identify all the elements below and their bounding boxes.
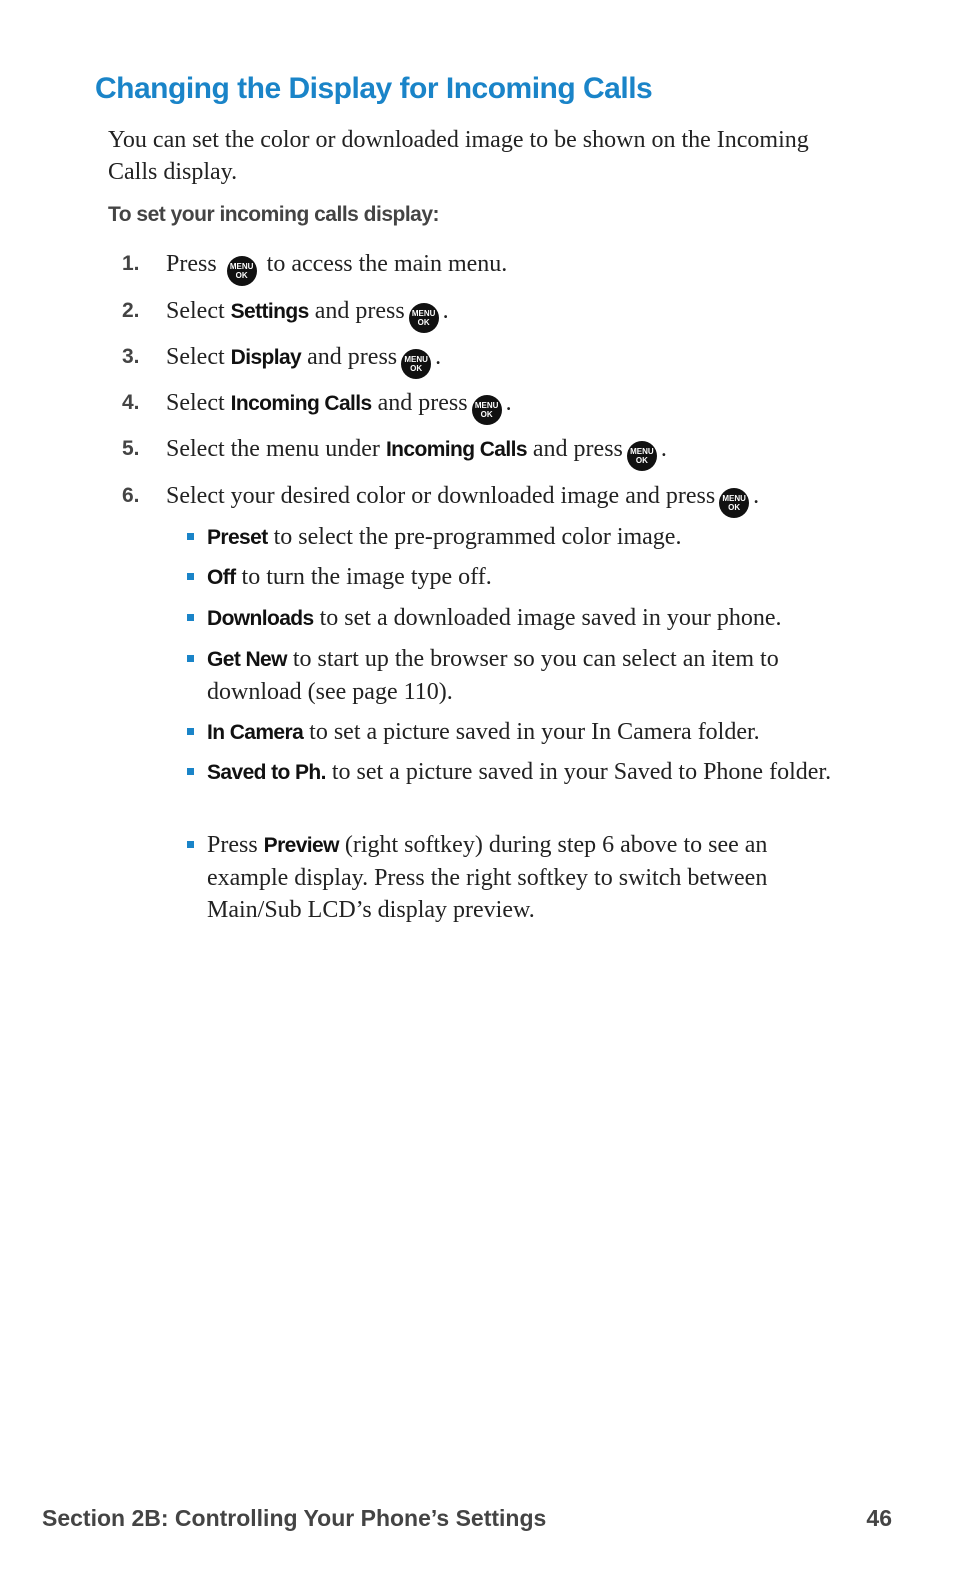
step-3 <box>122 342 442 379</box>
menu-key-top-label: MENU <box>630 447 654 456</box>
menu-key-top-label: MENU <box>474 401 499 410</box>
step-end: . <box>505 390 512 416</box>
menu-key-top-label: MENU <box>229 262 254 271</box>
menu-keyword: Incoming Calls <box>385 438 527 461</box>
option-text: to start up the browser so you can select an item to download (see page 110). <box>207 646 779 705</box>
step-text: and press <box>377 390 468 416</box>
step-end: . <box>660 436 667 462</box>
step-text: and press <box>532 436 623 462</box>
step-text: and press <box>307 344 398 370</box>
option-bullet-preset <box>207 521 852 554</box>
menu-keyword: Settings <box>230 300 309 323</box>
step-text: Select <box>166 344 225 370</box>
step-6 <box>122 481 760 518</box>
step-number: 6. <box>122 484 140 507</box>
step-text: Select your desired color or downloaded image and press <box>166 483 716 509</box>
bullet-square-icon <box>187 768 194 775</box>
step-text: Select <box>166 298 225 324</box>
option-keyword: Saved to Ph. <box>207 761 326 784</box>
step-text: Select the menu under <box>166 436 380 462</box>
option-text: to set a picture saved in your Saved to Phone folder. <box>331 759 832 785</box>
step-4 <box>122 388 512 425</box>
option-text: (right softkey) during step 6 above to see an example display. Press the right softkey to switch between Main/Sub LCD’s display preview. <box>207 832 768 923</box>
step-number: 1. <box>122 252 140 275</box>
step-number: 4. <box>122 391 140 414</box>
step-number: 5. <box>122 437 140 460</box>
option-text: to turn the image type off. <box>241 564 492 590</box>
menu-ok-key-icon <box>401 349 431 379</box>
menu-key-bottom-label: OK <box>235 271 248 280</box>
menu-key-bottom-label: OK <box>635 456 648 465</box>
step-2 <box>122 296 449 333</box>
bullet-square-icon <box>187 573 194 580</box>
option-text: to select the pre-programmed color image. <box>273 524 682 550</box>
option-keyword: Preset <box>207 526 268 549</box>
intro-paragraph: You can set the color or downloaded image to be shown on the Incoming Calls display. <box>108 127 809 185</box>
bullet-square-icon <box>187 841 194 848</box>
menu-ok-key-icon <box>627 441 657 471</box>
option-text: Press <box>207 832 258 858</box>
option-keyword: Downloads <box>207 607 314 630</box>
menu-keyword: Incoming Calls <box>230 392 372 415</box>
page-title: Changing the Display for Incoming Calls <box>95 72 653 105</box>
bullet-square-icon <box>187 614 194 621</box>
menu-key-bottom-label: OK <box>417 318 430 327</box>
menu-keyword: Display <box>230 346 302 369</box>
page-number: 46 <box>866 1505 892 1531</box>
step-number: 2. <box>122 299 140 322</box>
option-text: to set a downloaded image saved in your phone. <box>319 605 782 631</box>
bullet-square-icon <box>187 533 194 540</box>
menu-key-top-label: MENU <box>722 494 746 503</box>
option-keyword: In Camera <box>207 721 304 744</box>
step-1 <box>122 249 508 286</box>
procedure-heading: To set your incoming calls display: <box>108 203 440 226</box>
option-bullet-preview <box>207 829 852 926</box>
step-text: Select <box>166 390 225 416</box>
step-end: . <box>753 483 760 509</box>
step-text: Press <box>166 251 217 277</box>
bullet-square-icon <box>187 728 194 735</box>
menu-key-bottom-label: OK <box>728 503 741 512</box>
option-keyword: Preview <box>263 834 339 857</box>
bullet-square-icon <box>187 655 194 662</box>
step-end: . <box>442 298 449 324</box>
option-text: to set a picture saved in your In Camera folder. <box>309 719 760 745</box>
option-bullet-get-new <box>207 643 852 708</box>
option-bullet-off <box>207 561 852 594</box>
menu-key-bottom-label: OK <box>480 410 493 419</box>
footer-section-title: Section 2B: Controlling Your Phone’s Settings <box>42 1505 547 1531</box>
menu-key-top-label: MENU <box>411 309 436 318</box>
menu-ok-key-icon <box>409 303 439 333</box>
step-5 <box>122 434 667 471</box>
option-keyword: Off <box>207 566 236 589</box>
option-keyword: Get New <box>207 648 287 671</box>
step-end: . <box>435 344 442 370</box>
menu-ok-key-icon <box>227 256 257 286</box>
step-text: to access the main menu. <box>266 251 508 277</box>
menu-ok-key-icon <box>719 488 749 518</box>
option-bullet-downloads <box>207 602 852 635</box>
menu-ok-key-icon <box>472 395 502 425</box>
option-bullet-in-camera <box>207 716 852 749</box>
menu-key-top-label: MENU <box>404 355 428 364</box>
menu-key-bottom-label: OK <box>410 364 423 373</box>
step-number: 3. <box>122 345 140 368</box>
option-bullet-saved-to-phone <box>207 756 852 789</box>
step-text: and press <box>314 298 405 324</box>
